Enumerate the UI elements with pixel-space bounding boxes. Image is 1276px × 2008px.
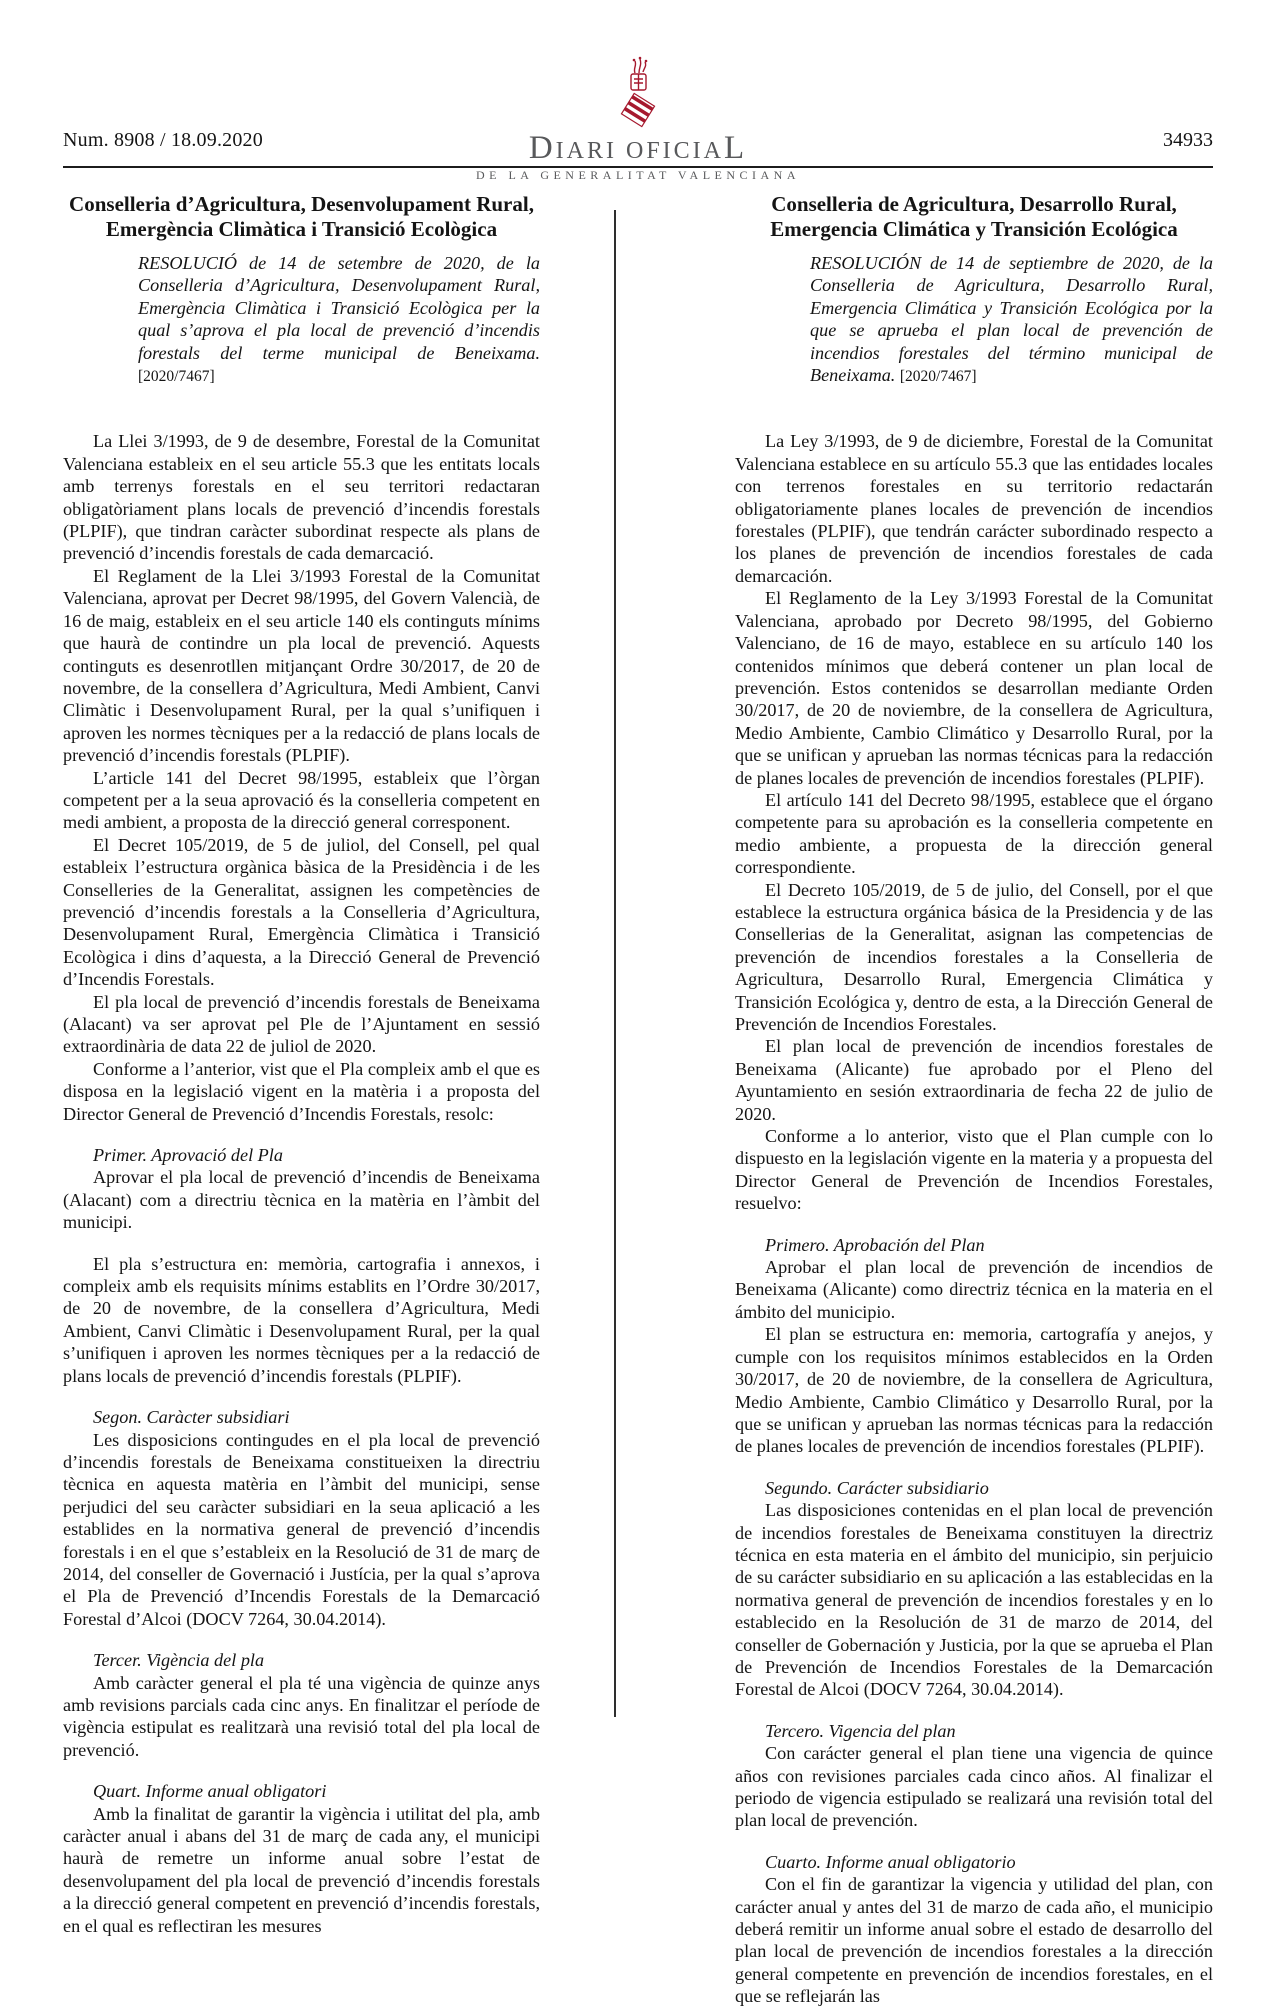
body-paragraph: El artículo 141 del Decreto 98/1995, establece que el órgano competente para su aprobación es la conselleria competente en medio ambiente, a propuesta de la dirección general correspondiente.	[735, 789, 1213, 878]
masthead-subtitle: DE LA GENERALITAT VALENCIANA	[475, 168, 801, 182]
title-line-1: Conselleria de Agricultura, Desarrollo Rural,	[771, 192, 1177, 216]
body-paragraph: El pla s’estructura en: memòria, cartografia i annexos, i compleix amb els requisits mínims establits en l’Ordre 30/2017, de 20 de novembre, de la consellera d’Agricultura, Medi Ambient, Canvi Climàtic i Desenvolupament Rural, per la qual s’unifiquen i aproven les normes tècniques per a la redacció de plans locals de prevenció d’incendis forestals (PLPIF).	[63, 1253, 540, 1386]
section-heading: Tercer. Vigència del pla	[93, 1650, 265, 1671]
masthead	[0, 54, 1276, 181]
body-paragraph: El plan se estructura en: memoria, cartografía y anejos, y cumple con los requisitos mínimos establecidos en la Orden 30/2017, de 20 de noviembre, de la consellera de Agricultura, Medio Ambiente, Cambio Climático y Desarrollo Rural, por la que se unifican y aprueban las normas técnicas para la redacción de planes locales de prevención de incendios forestales (PLPIF).	[735, 1324, 1213, 1457]
body-paragraph: El Reglamento de la Ley 3/1993 Forestal de la Comunitat Valenciana, aprobado por Decreto 98/1995, del Gobierno Valenciano, de 16 de mayo, establece en su artículo 140 los contenidos mínimos que deberá contener un plan local de prevención. Estos contenidos se desarrollan mediante Orden 30/2017, de 20 de noviembre, de la consellera de Agricultura, Medio Ambiente, Cambio Climático y Desarrollo Rural, por la que se unifican y aprueban las normas técnicas para la redacción de planes locales de prevención de incendios forestales (PLPIF).	[735, 588, 1213, 788]
section-heading: Primer. Aprovació del Pla	[93, 1145, 283, 1166]
body-paragraph: Amb la finalitat de garantir la vigència i utilitat del pla, amb caràcter anual i abans del 31 de març de cada any, el municipi haurà de remetre un informe anual sobre l’estat de desenvolupament del pla local de prevenció d’incendis forestals a la direcció general competent en prevenció d’incendis forestals, en el qual es reflectiran les mesures	[63, 1803, 540, 1936]
resolution-summary-spanish	[810, 252, 1213, 388]
masthead-title-final: L	[724, 130, 748, 166]
title-line-2: Emergencia Climática y Transición Ecológica	[770, 217, 1178, 241]
page-number: 34933	[1163, 129, 1213, 151]
body-paragraph: La Ley 3/1993, de 9 de diciembre, Forestal de la Comunitat Valenciana establece en su artículo 55.3 que las entidades locales con terrenos forestales en su territorio redactarán obligatoriamente planes locales de prevención de incendios forestales (PLPIF), que tendrán carácter subordinado respecto a los planes de prevención de incendios forestales de cada demarcación.	[735, 431, 1213, 586]
body-paragraph: Aprovar el pla local de prevenció d’incendis de Beneixama (Alacant) com a directriu tècnica en la matèria en l’àmbit del municipi.	[63, 1167, 540, 1233]
resolution-reference: [2020/7467]	[138, 368, 215, 386]
body-paragraph: Las disposiciones contenidas en el plan local de prevención de incendios forestales de Beneixama constituyen la directriz técnica en esta materia en el ámbito del municipio, sin perjuicio de su carácter subsidiario en su aplicación a las establecidas en la normativa general de prevención de incendios forestales y en lo establecido en la Resolución de 31 de marzo de 2014, del conseller de Gobernación y Justicia, por la que se aprueba el Plan de Prevención de Incendios Forestales de la Demarcación Forestal de Alcoi (DOCV 7264, 30.04.2014).	[735, 1500, 1213, 1700]
body-paragraph: Con el fin de garantizar la vigencia y utilidad del plan, con carácter anual y antes del 31 de marzo de cada año, el municipio deberá remitir un informe anual sobre el estado de desarrollo del plan local de prevención de incendios forestales a la dirección general competente en prevención de incendios forestales, en el que se reflejarán las	[735, 1874, 1213, 2007]
body-paragraph: El Reglament de la Llei 3/1993 Forestal de la Comunitat Valenciana, aprovat per Decret 98/1995, del Govern Valencià, de 16 de maig, estableix en el seu article 140 els continguts mínims que haurà de contindre un pla local de prevenció. Aquests continguts es desenrotllen mitjançant Ordre 30/2017, de 20 de novembre, de la consellera d’Agricultura, Medi Ambient, Canvi Climàtic i Desenvolupament Rural, per la qual s’unifiquen i aproven les normes tècniques per a la redacció de plans locals de prevenció d’incendis forestals (PLPIF).	[63, 565, 540, 766]
conselleria-title-spanish	[735, 192, 1213, 242]
conselleria-title-valencian	[63, 192, 540, 242]
body-paragraph: Conforme a lo anterior, visto que el Plan cumple con lo dispuesto en la legislación vigente en la materia y a propuesta del Director General de Prevención de Incendios Forestales, resuelvo:	[735, 1126, 1213, 1214]
resolution-text: RESOLUCIÓ de 14 de setembre de 2020, de la Conselleria d’Agricultura, Desenvolupament Rural, Emergència Climàtica i Transició Ecològica per la qual s’aprova el pla local de prevenció d’incendis forestals del terme municipal de Beneixama.	[138, 253, 540, 363]
issue-number: Num. 8908 / 18.09.2020	[63, 129, 263, 151]
header-rule	[63, 166, 1213, 168]
masthead-title-middle: IARI OFICIA	[555, 138, 724, 164]
section-heading: Primero. Aprobación del Plan	[765, 1234, 985, 1255]
title-line-1: Conselleria d’Agricultura, Desenvolupament Rural,	[69, 192, 534, 216]
body-paragraph: El Decret 105/2019, de 5 de juliol, del Consell, pel qual estableix l’estructura orgànica bàsica de la Presidència i de les Conselleries de la Generalitat, assignen les competències de prevenció d’incendis forestals a la Conselleria d’Agricultura, Desenvolupament Rural, Emergència Climàtica i Transició Ecològica i dins d’aquesta, a la Direcció General de Prevenció d’Incendis Forestals.	[63, 834, 540, 990]
section-heading: Cuarto. Informe anual obligatorio	[765, 1851, 1016, 1872]
body-paragraph: El pla local de prevenció d’incendis forestals de Beneixama (Alacant) va ser aprovat pel Ple de l’Ajuntament en sessió extraordinària de data 22 de juliol de 2020.	[63, 991, 540, 1057]
body-paragraph: Les disposicions contingudes en el pla local de prevenció d’incendis forestals de Beneixama constitueixen la directriu tècnica en aquesta matèria en l’àmbit del municipi, sense perjudici del seu caràcter subsidiari en la seua aplicació a les establides en la normativa general de prevenció d’incendis forestals i en el que s’estableix en la Resolució de 31 de març de 2014, del conseller de Governació i Justícia, per la qual s’aprova el Pla de Prevenció d’Incendis Forestals de la Demarcació Forestal d’Alcoi (DOCV 7264, 30.04.2014).	[63, 1429, 540, 1629]
section-heading: Tercero. Vigencia del plan	[765, 1720, 956, 1741]
body-paragraph: El Decreto 105/2019, de 5 de julio, del Consell, por el que establece la estructura orgánica básica de la Presidencia y de las Consellerias de la Generalitat, asignan las competencias de prevención de incendios forestales a la Conselleria de Agricultura, Desarrollo Rural, Emergencia Climática y Transición Ecológica y, dentro de esta, a la Dirección General de Prevención de Incendios Forestales.	[735, 879, 1213, 1034]
title-line-2: Emergència Climàtica i Transició Ecològica	[105, 217, 498, 241]
body-paragraph: El plan local de prevención de incendios forestales de Beneixama (Alicante) fue aprobado por el Pleno del Ayuntamiento en sesión extraordinaria de fecha 22 de julio de 2020.	[735, 1036, 1213, 1124]
body-paragraph: La Llei 3/1993, de 9 de desembre, Forestal de la Comunitat Valenciana estableix en el seu article 55.3 que les entitats locals amb terrenys forestals en el seu territori redactaran obligatòriament plans locals de prevenció d’incendis forestals (PLPIF), que tindran caràcter subordinat respecte als plans de prevenció d’incendis forestals de cada demarcació.	[63, 431, 540, 564]
body-paragraph: L’article 141 del Decret 98/1995, estableix que l’òrgan competent per a la seua aprovació és la conselleria competent en medi ambient, a proposta de la direcció general corresponent.	[63, 767, 540, 833]
section-heading: Segundo. Carácter subsidiario	[765, 1477, 989, 1498]
generalitat-emblem-icon	[615, 54, 661, 130]
resolution-reference: [2020/7467]	[899, 368, 977, 386]
resolution-text: RESOLUCIÓN de 14 de septiembre de 2020, de la Conselleria de Agricultura, Desarrollo Rural, Emergencia Climática y Transición Ecológica por la que se aprueba el plan local de prevención de incendios forestales del término municipal de Beneixama.	[810, 253, 1213, 386]
masthead-title	[0, 132, 1276, 165]
resolution-summary-valencian	[138, 252, 540, 388]
two-column-body	[63, 192, 1213, 2008]
masthead-title-initial: D	[528, 130, 556, 166]
column-valencian	[63, 192, 540, 2008]
column-spanish	[735, 192, 1213, 2008]
body-paragraph: Aprobar el plan local de prevención de incendios de Beneixama (Alicante) como directriz técnica en la materia en el ámbito del municipio.	[735, 1257, 1213, 1322]
body-paragraph: Conforme a l’anterior, vist que el Pla compleix amb el que es disposa en la legislació vigent en la matèria i a proposta del Director General de Prevenció d’Incendis Forestals, resolc:	[63, 1058, 540, 1124]
section-heading: Quart. Informe anual obligatori	[93, 1781, 327, 1802]
body-paragraph: Con carácter general el plan tiene una vigencia de quince años con revisiones parciales cada cinco años. Al finalizar el periodo de vigencia estipulado se realizará una revisión total del plan local de prevención.	[735, 1743, 1213, 1831]
body-paragraph: Amb caràcter general el pla té una vigència de quinze anys amb revisions parcials cada cinc anys. En finalitzar el període de vigència estipulat es realitzarà una revisió total del pla local de prevenció.	[63, 1672, 540, 1760]
section-heading: Segon. Caràcter subsidiari	[93, 1407, 290, 1428]
